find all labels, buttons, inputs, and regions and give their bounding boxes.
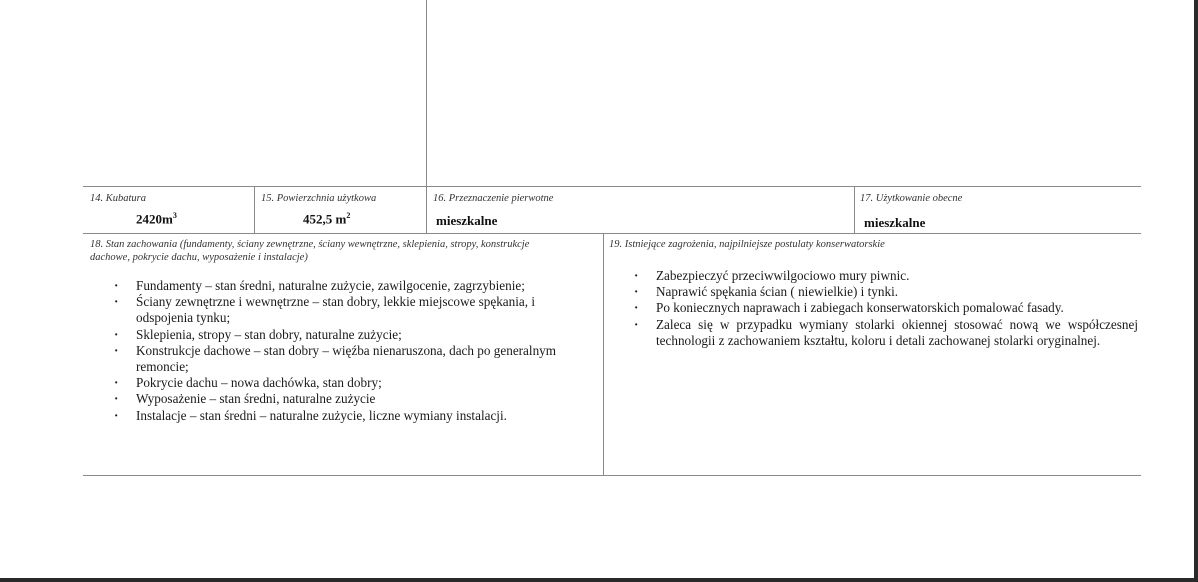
stan-item-sklepienia: · Sklepienia, stropy – stan dobry, naturalne zużycie; — [110, 327, 600, 343]
powierzchnia-label: 15. Powierzchnia użytkowa — [261, 193, 377, 204]
col-divider-14-15 — [254, 186, 255, 234]
stan-item-pokrycie: · Pokrycie dachu – nowa dachówka, stan dobry; — [110, 375, 600, 391]
powierzchnia-number: 452,5 m — [303, 211, 347, 227]
scan-edge-bottom — [0, 578, 1198, 582]
col-divider-15-16 — [426, 186, 427, 234]
col-divider-18-19 — [603, 233, 604, 476]
zagrozenia-item-fasady: · Po koniecznych naprawach i zabiegach konserwatorskich pomalować fasady. — [630, 300, 1138, 316]
stan-label-line1: 18. Stan zachowania (fundamenty, ściany zewnętrzne, ściany wewnętrzne, sklepienia, stropy, konstrukcje — [90, 239, 530, 250]
kubatura-number: 2420m — [136, 211, 173, 227]
uzytkowanie-value: mieszkalne — [864, 215, 926, 230]
uzytkowanie-label: 17. Użytkowanie obecne — [860, 193, 963, 204]
stan-item-konstrukcje: · Konstrukcje dachowe – stan dobry – więźba nienaruszona, dach po generalnym remoncie; — [110, 343, 600, 375]
stan-item-instalacje: · Instalacje – stan średni – naturalne zużycie, liczne wymiany instalacji. — [110, 408, 600, 424]
stan-item-fundamenty: · Fundamenty – stan średni, naturalne zużycie, zawilgocenie, zagrzybienie; — [110, 278, 600, 294]
row-bottom-border — [83, 475, 1141, 476]
scan-edge-right — [1194, 0, 1198, 582]
top-divider — [426, 0, 427, 187]
col-divider-16-17 — [854, 186, 855, 234]
kubatura-value — [136, 211, 177, 227]
kubatura-unit-exponent: 3 — [172, 211, 177, 220]
zagrozenia-label: 19. Istniejące zagrożenia, najpilniejsze postulaty konserwatorskie — [609, 239, 885, 250]
stan-label-line2: dachowe, pokrycie dachu, wyposażenie i instalacje) — [90, 252, 308, 263]
stan-item-wyposazenie: · Wyposażenie – stan średni, naturalne zużycie — [110, 391, 600, 407]
przeznaczenie-value: mieszkalne — [436, 213, 498, 228]
przeznaczenie-label: 16. Przeznaczenie pierwotne — [433, 193, 554, 204]
stan-item-sciany: · Ściany zewnętrzne i wewnętrzne – stan dobry, lekkie miejscowe spękania, i odspojenia tynku; — [110, 294, 576, 326]
kubatura-label: 14. Kubatura — [90, 193, 147, 204]
zagrozenia-item-spekania: · Naprawić spękania ścian ( niewielkie) i tynki. — [630, 284, 1138, 300]
stan-list — [110, 278, 600, 424]
powierzchnia-unit-exponent: 2 — [346, 211, 351, 220]
zagrozenia-list — [630, 268, 1138, 349]
zagrozenia-item-stolarka: · Zaleca się w przypadku wymiany stolarki okiennej stosować nową we współczesnej technologii z zachowaniem kształtu, koloru i detali zachowanej stolarki oryginalnej. — [630, 317, 1138, 349]
zagrozenia-item-piwnice: · Zabezpieczyć przeciwwilgociowo mury piwnic. — [630, 268, 1138, 284]
row-top-border — [83, 186, 1141, 187]
row-mid-border — [83, 233, 1141, 234]
powierzchnia-value — [303, 211, 350, 227]
